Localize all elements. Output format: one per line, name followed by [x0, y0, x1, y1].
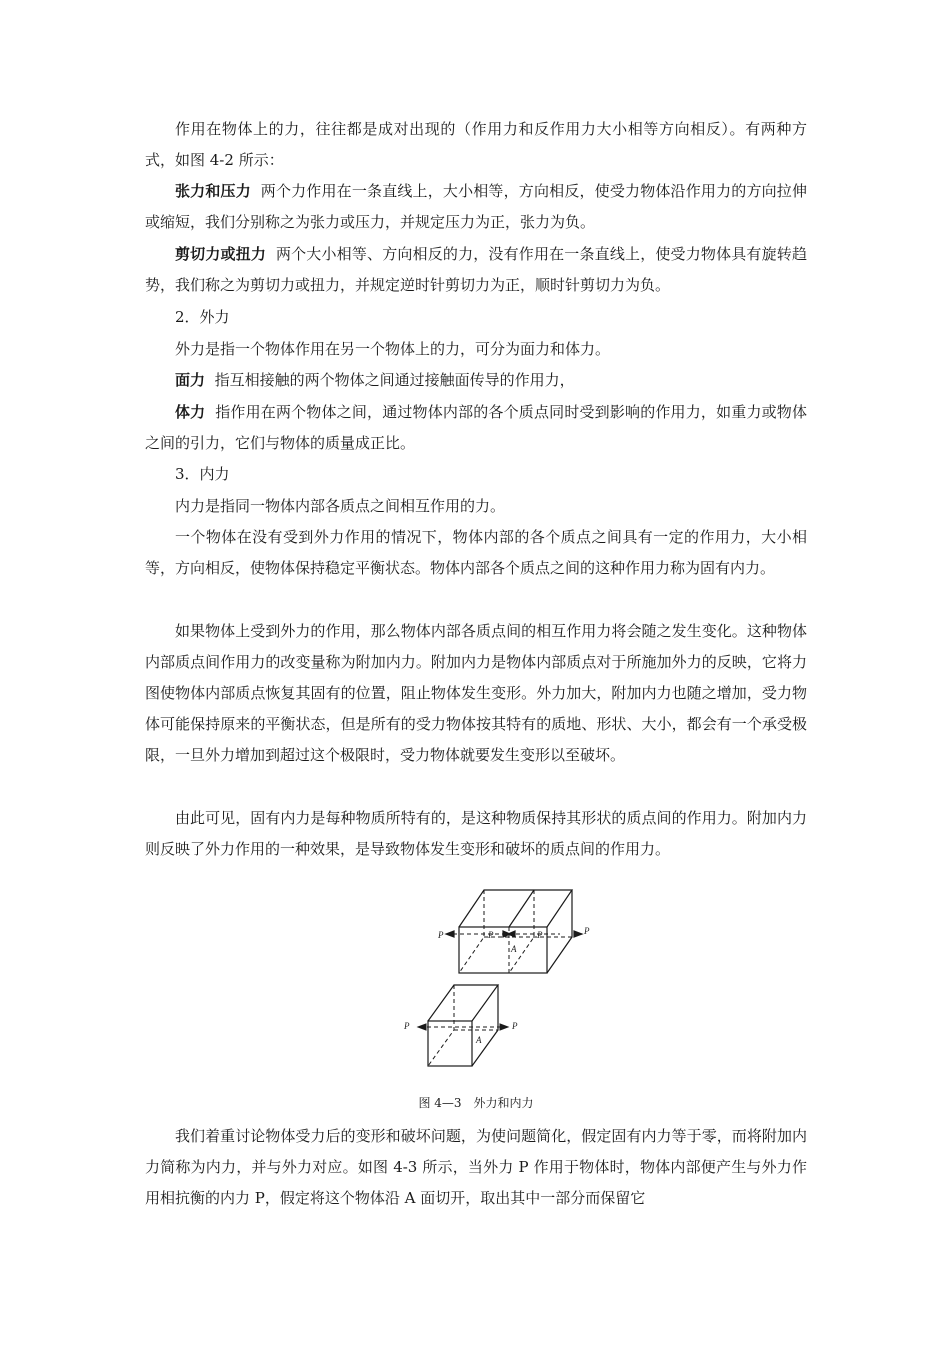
paragraph-text: 3．内力 — [175, 465, 230, 483]
paragraph-text: 两个大小相等、方向相反的力，没有作用在一条直线上，使受力物体具有旋转趋势，我们称之为剪切力或扭力，并规定逆时针剪切力为正，顺时针剪切力为负。 — [145, 245, 807, 294]
section-heading — [145, 302, 807, 333]
paragraph-text: 2．外力 — [175, 308, 230, 326]
paragraph-text: 两个力作用在一条直线上，大小相等，方向相反，使受力物体沿作用力的方向拉伸或缩短，我们分别称之为张力或压力，并规定压力为正，张力为负。 — [145, 182, 807, 231]
upper-block-top — [459, 890, 572, 927]
term-heading: 体力 — [175, 403, 206, 421]
upper-block-right — [547, 890, 572, 973]
paragraph — [145, 491, 807, 522]
term-heading: 剪切力或扭力 — [175, 245, 267, 263]
label-p-lower-left: P — [404, 1021, 410, 1031]
lower-arrow-right — [500, 1024, 508, 1030]
lower-block-front — [428, 1021, 472, 1066]
label-p-inner-right: P — [537, 930, 543, 940]
lower-block-top — [428, 985, 498, 1021]
term-heading: 面力 — [175, 371, 206, 389]
paragraph — [145, 239, 807, 301]
upper-arrow-left — [446, 931, 454, 937]
figure-drawing — [392, 877, 594, 1077]
paragraph-text: 内力是指同一物体内部各质点之间相互作用的力。 — [175, 497, 506, 515]
paragraph-text: 如果物体上受到外力的作用，那么物体内部各质点间的相互作用力将会随之发生变化。这种物体内部质点间作用力的改变量称为附加内力。附加内力是物体内部质点对于所施加外力的反映，它将力图使物体内部质点恢复其固有的位置，阻止物体发生变形。外力加大，附加内力也随之增加，受力物体可能保持原来的平衡状态，但是所有的受力物体按其特有的质地、形状、大小，都会有一个承受极限，一旦外力增加到超过这个极限时，受力物体就要发生变形以至破坏。 — [145, 622, 807, 764]
section-heading — [145, 459, 807, 490]
paragraph — [145, 365, 807, 396]
paragraph-text: 我们着重讨论物体受力后的变形和破坏问题，为使问题简化，假定固有内力等于零，而将附加内力简称为内力，并与外力对应。如图 4-3 所示，当外力 P 作用于物体时，物体内部便产生与外力作用相抗衡的内力 P，假定将这个物体沿 A 面切开，取出其中一部分而保留它 — [145, 1127, 807, 1207]
upper-arrow-right — [574, 931, 582, 937]
paragraph — [145, 803, 807, 865]
paragraph-text: 指作用在两个物体之间，通过物体内部的各个质点同时受到影响的作用力，如重力或物体之间的引力，它们与物体的质量成正比。 — [145, 403, 807, 452]
paragraph-text: 指互相接触的两个物体之间通过接触面传导的作用力， — [214, 371, 575, 389]
paragraph — [145, 1121, 807, 1214]
paragraph-text: 一个物体在没有受到外力作用的情况下，物体内部的各个质点之间具有一定的作用力，大小相等，方向相反，使物体保持稳定平衡状态。物体内部各个质点之间的这种作用力称为固有内力。 — [145, 528, 807, 577]
paragraph-text: 由此可见，固有内力是每种物质所特有的，是这种物质保持其形状的质点间的作用力。附加内力则反映了外力作用的一种效果，是导致物体发生变形和破坏的质点间的作用力。 — [145, 809, 807, 858]
paragraph — [145, 114, 807, 176]
figure-external-internal-force — [392, 877, 594, 1077]
label-p-lower-right: P — [512, 1021, 518, 1031]
paragraph-text: 作用在物体上的力，往往都是成对出现的（作用力和反作用力大小相等方向相反）。有两种方式，如图 4-2 所示： — [145, 120, 807, 169]
paragraph — [145, 616, 807, 771]
label-p-left: P — [438, 930, 444, 940]
paragraph — [145, 334, 807, 365]
term-heading: 张力和压力 — [175, 182, 251, 200]
paragraph — [145, 522, 807, 584]
lower-block-right — [472, 985, 498, 1066]
upper-section-edge — [509, 890, 534, 927]
lower-arrow-left — [418, 1024, 426, 1030]
label-p-right: P — [584, 926, 590, 936]
paragraph — [145, 176, 807, 238]
upper-hidden-edges — [459, 890, 484, 973]
label-a-upper: A — [511, 944, 517, 954]
paragraph-text: 外力是指一个物体作用在另一个物体上的力，可分为面力和体力。 — [175, 340, 611, 358]
label-p-inner-left: P — [488, 930, 494, 940]
lower-hidden-edges — [428, 985, 454, 1066]
paragraph — [145, 397, 807, 459]
figure-caption: 图 4—3 外力和内力 — [418, 1096, 534, 1110]
label-a-lower: A — [476, 1035, 482, 1045]
